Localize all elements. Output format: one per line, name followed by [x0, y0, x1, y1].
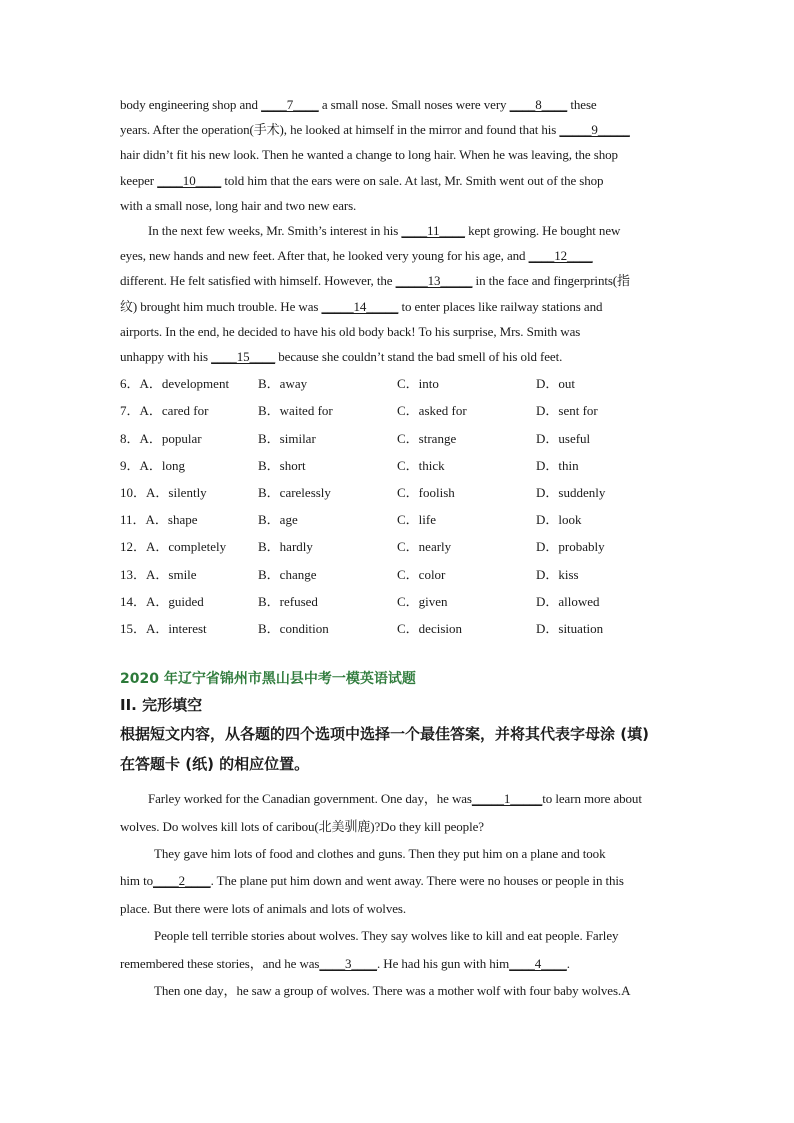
blank-2: ____2____: [153, 873, 211, 889]
passage-line: keeper ____10____ told him that the ears were on sale. At last, Mr. Smith went out of the shop: [120, 172, 604, 188]
option-a: A．guided: [146, 593, 204, 609]
passage-line: wolves. Do wolves kill lots of caribou(北美驯鹿)?Do they kill people?: [120, 818, 484, 834]
answer-options: [120, 370, 680, 642]
passage-line: They gave him lots of food and clothes and guns. Then they put him on a plane and took: [154, 845, 606, 861]
option-row: 8．A．popular B．similar C．strange D．useful: [120, 425, 680, 452]
option-b: B．waited for: [258, 403, 333, 419]
section-heading: II. 完形填空: [120, 696, 203, 715]
option-d: D．thin: [536, 457, 579, 473]
option-a: A．popular: [139, 430, 202, 446]
option-a: A．completely: [146, 539, 227, 555]
option-row: 9．A．long B．short C．thick D．thin: [120, 452, 680, 479]
option-row: 14．A．guided B．refused C．given D．allowed: [120, 588, 680, 615]
option-c: C．into: [397, 376, 439, 392]
option-d: D．probably: [536, 539, 605, 555]
option-a: A．silently: [146, 484, 207, 500]
exam-title: 2020 年辽宁省锦州市黑山县中考一模英语试题: [120, 671, 416, 688]
passage-line: unhappy with his ____15____ because she couldn’t stand the bad smell of his old feet.: [120, 349, 563, 365]
option-d: D．allowed: [536, 593, 600, 609]
passage-1: [120, 92, 680, 369]
option-a: A．interest: [146, 620, 207, 636]
blank-15: ____15____: [211, 349, 276, 365]
option-c: C．foolish: [397, 484, 455, 500]
passage-line: airports. In the end, he decided to have his old body back! To his surprise, Mrs. Smith was: [120, 323, 581, 339]
option-d: D．look: [536, 512, 582, 528]
option-a: A．shape: [145, 512, 198, 528]
option-d: D．kiss: [536, 566, 579, 582]
option-a: A．long: [139, 457, 186, 473]
passage-line: Farley worked for the Canadian government. One day，he was_____1_____to learn more about: [148, 791, 642, 807]
option-d: D．out: [536, 376, 576, 392]
passage-line: him to____2____. The plane put him down and went away. There were no houses or people in this: [120, 873, 624, 889]
option-row: 6．A．development B．away C．into D．out: [120, 370, 680, 397]
passage-line: place. But there were lots of animals and lots of wolves.: [120, 900, 407, 916]
option-b: B．carelessly: [258, 484, 331, 500]
option-b: B．age: [258, 512, 298, 528]
blank-13: _____13_____: [395, 273, 473, 289]
blank-3: ____3____: [319, 955, 377, 971]
option-c: C．asked for: [397, 403, 467, 419]
passage-line: People tell terrible stories about wolves. They say wolves like to kill and eat people. Farley: [154, 928, 619, 944]
passage-line: remembered these stories，and he was____3____. He had his gun with him____4____.: [120, 955, 570, 971]
option-row: 13．A．smile B．change C．color D．kiss: [120, 561, 680, 588]
option-a: A．cared for: [139, 403, 209, 419]
option-b: B．condition: [258, 620, 329, 636]
option-row: 12．A．completely B．hardly C．nearly D．probably: [120, 533, 680, 560]
passage-2: [120, 785, 680, 1004]
blank-12: ____12____: [528, 248, 593, 264]
instruction-line: 根据短文内容，从各题的四个选项中选择一个最佳答案，并将其代表字母涂 (填): [120, 725, 649, 744]
blank-11: ____11____: [401, 223, 465, 239]
blank-9: _____9_____: [559, 122, 630, 138]
option-c: C．thick: [397, 457, 445, 473]
option-c: C．life: [397, 512, 436, 528]
option-b: B．refused: [258, 593, 318, 609]
blank-8: ____8____: [509, 97, 568, 112]
blank-10: ____10____: [157, 172, 222, 188]
option-c: C．nearly: [397, 539, 452, 555]
blank-7: ____7____: [261, 97, 319, 112]
passage-line: Then one day，he saw a group of wolves. There was a mother wolf with four baby wolves.A: [154, 982, 631, 998]
passage-line: body engineering shop and ____7____ a small nose. Small noses were very ____8____ these: [120, 97, 597, 112]
passage-line: years. After the operation(手术), he looked at himself in the mirror and found that his _____9_____: [120, 122, 630, 138]
blank-4: ____4____: [509, 955, 567, 971]
option-c: C．strange: [397, 430, 457, 446]
passage-line: different. He felt satisfied with himself. However, the _____13_____ in the face and fingerprints(指: [120, 273, 630, 289]
blank-14: _____14_____: [321, 298, 399, 314]
instruction-line: 在答题卡 (纸) 的相应位置。: [120, 755, 310, 774]
document-page: [120, 92, 680, 1004]
option-d: D．suddenly: [536, 484, 606, 500]
option-c: C．given: [397, 593, 448, 609]
option-a: A．smile: [146, 566, 197, 582]
option-row: 15．A．interest B．condition C．decision D．situation: [120, 615, 680, 642]
passage-line: with a small nose, long hair and two new ears.: [120, 197, 357, 213]
passage-line: eyes, new hands and new feet. After that, he looked very young for his age, and ____12____: [120, 248, 593, 264]
option-b: B．away: [258, 376, 308, 392]
option-c: C．color: [397, 566, 446, 582]
option-d: D．sent for: [536, 403, 598, 419]
blank-1: _____1_____: [471, 791, 543, 807]
option-row: 11．A．shape B．age C．life D．look: [120, 506, 680, 533]
option-b: B．change: [258, 566, 317, 582]
option-a: A．development: [139, 376, 230, 392]
option-row: 10．A．silently B．carelessly C．foolish D．suddenly: [120, 479, 680, 506]
option-d: D．situation: [536, 620, 604, 636]
passage-line: hair didn’t fit his new look. Then he wanted a change to long hair. When he was leaving, the shop: [120, 147, 618, 163]
passage-line: In the next few weeks, Mr. Smith’s interest in his ____11____ kept growing. He bought new: [148, 223, 621, 239]
option-b: B．short: [258, 457, 306, 473]
option-b: B．hardly: [258, 539, 313, 555]
option-d: D．useful: [536, 430, 591, 446]
option-c: C．decision: [397, 620, 462, 636]
passage-line: 纹) brought him much trouble. He was _____14_____ to enter places like railway stations and: [120, 298, 603, 314]
option-b: B．similar: [258, 430, 316, 446]
option-row: 7．A．cared for B．waited for C．asked for D．sent for: [120, 397, 680, 424]
